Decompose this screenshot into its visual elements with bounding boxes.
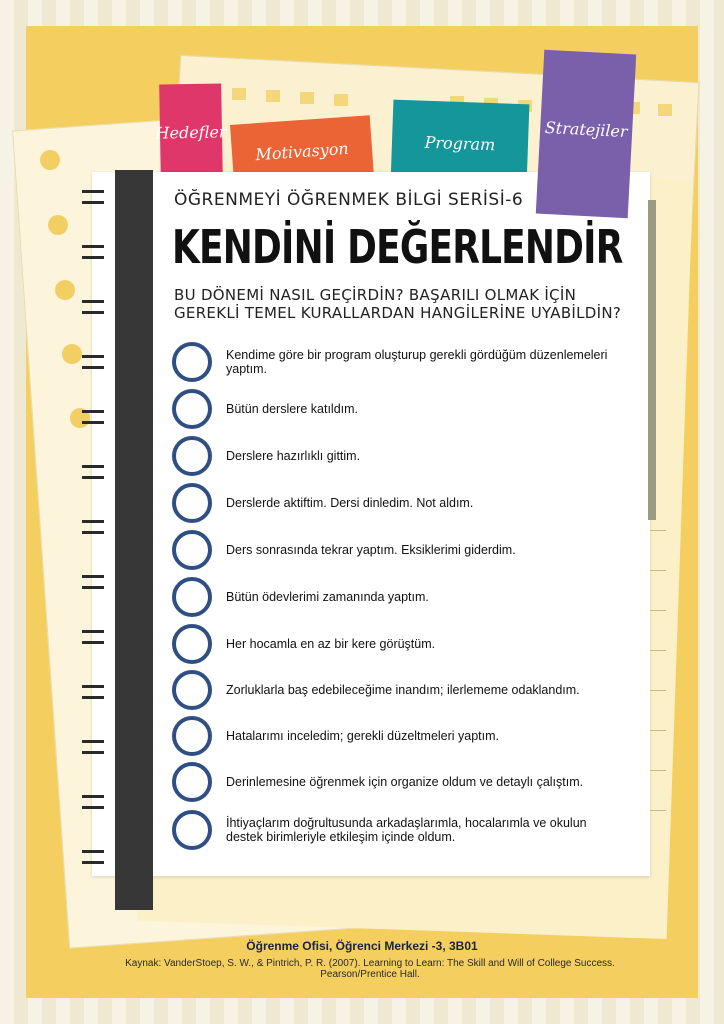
checklist-item (172, 810, 622, 850)
checkbox-circle[interactable] (172, 810, 212, 850)
checklist-item (172, 342, 622, 382)
decor-square (658, 104, 672, 116)
checklist-item-text: Derslerde aktiftim. Dersi dinledim. Not aldım. (226, 496, 474, 510)
checklist-item (172, 389, 622, 429)
series-label: ÖĞRENMEYİ ÖĞRENMEK BİLGİ SERİSİ-6 (174, 190, 524, 210)
checkbox-circle[interactable] (172, 530, 212, 570)
checkbox-circle[interactable] (172, 577, 212, 617)
paper-line (650, 610, 666, 611)
checkbox-circle[interactable] (172, 342, 212, 382)
binder-ring (82, 630, 104, 644)
decor-square (232, 88, 246, 100)
checklist-item (172, 483, 622, 523)
decor-dot (62, 344, 82, 364)
checklist-item-text: İhtiyaçlarım doğrultusunda arkadaşlarımla, hocalarımla ve okulun destek birimleriyle etkileşim içinde oldum. (226, 816, 587, 844)
checklist-item (172, 577, 622, 617)
checklist-item (172, 670, 622, 710)
checklist-item (172, 530, 622, 570)
binder-ring (82, 410, 104, 424)
checklist-item-text: Derinlemesine öğrenmek için organize oldum ve detaylı çalıştım. (226, 775, 584, 789)
checklist-item-text: Bütün derslere katıldım. (226, 402, 359, 416)
tab-program-label: Program (424, 132, 496, 154)
decor-dot (40, 150, 60, 170)
checklist-item (172, 436, 622, 476)
footer-office: Öğrenme Ofisi, Öğrenci Merkezi -3, 3B01 (246, 939, 478, 953)
checkbox-circle[interactable] (172, 670, 212, 710)
tab-stratejiler-label: Stratejiler (544, 117, 629, 142)
page-title: KENDİNİ DEĞERLENDİR (172, 220, 623, 274)
checkbox-circle[interactable] (172, 716, 212, 756)
checklist-item-text: Derslere hazırlıklı gittim. (226, 449, 361, 463)
paper-line (650, 650, 666, 651)
checkbox-circle[interactable] (172, 483, 212, 523)
tab-motivasyon-label: Motivasyon (254, 138, 350, 164)
binder-ring (82, 850, 104, 864)
tab-hedefler (155, 83, 227, 180)
footer-source: Kaynak: VanderStoep, S. W., & Pintrich, P. R. (2007). Learning to Learn: The Skill and Will of College Success. Pearson/Prentice Hall. (125, 958, 615, 980)
checkbox-circle[interactable] (172, 762, 212, 802)
checklist-item-text: Ders sonrasında tekrar yaptım. Eksiklerimi giderdim. (226, 543, 516, 557)
decor-square (300, 92, 314, 104)
paper-line (650, 530, 666, 531)
binder-ring (82, 520, 104, 534)
checklist-item (172, 624, 622, 664)
binder-ring (82, 740, 104, 754)
paper-line (650, 690, 666, 691)
binder-ring (82, 245, 104, 259)
checklist-item (172, 762, 622, 802)
binder-strip (115, 170, 153, 910)
checklist-item-text: Bütün ödevlerimi zamanında yaptım. (226, 590, 429, 604)
decor-square (266, 90, 280, 102)
checklist-item (172, 716, 622, 756)
paper-side-lines (650, 190, 670, 890)
binder-ring (82, 795, 104, 809)
checklist-item-text: Hatalarımı inceledim; gerekli düzeltmeleri yaptım. (226, 729, 500, 743)
checkbox-circle[interactable] (172, 436, 212, 476)
paper-line (650, 730, 666, 731)
page-subtitle: BU DÖNEMİ NASIL GEÇİRDİN? BAŞARILI OLMAK İÇİN GEREKLİ TEMEL KURALLARDAN HANGİLERİNE UYABİLDİN? (174, 286, 622, 322)
decor-dot (55, 280, 75, 300)
binder-ring (82, 190, 104, 204)
paper-line (650, 570, 666, 571)
paper-line (650, 810, 666, 811)
binder-ring (82, 300, 104, 314)
tab-hedefler-label: Hedefler (155, 121, 227, 143)
checkbox-circle[interactable] (172, 624, 212, 664)
decor-dot (48, 215, 68, 235)
binder-strip-end (115, 880, 153, 910)
checklist-item-text: Her hocamla en az bir kere görüştüm. (226, 637, 436, 651)
checkbox-circle[interactable] (172, 389, 212, 429)
binder-ring (82, 575, 104, 589)
binder-ring (82, 465, 104, 479)
binder-ring (82, 685, 104, 699)
binder-ring (82, 355, 104, 369)
checklist-item-text: Zorluklarla baş edebileceğime inandım; ilerlememe odaklandım. (226, 683, 580, 697)
paper-line (650, 770, 666, 771)
decor-square (334, 94, 348, 106)
checklist-item-text: Kendime göre bir program oluşturup gerekli gördüğüm düzenlemeleri yaptım. (226, 348, 608, 376)
